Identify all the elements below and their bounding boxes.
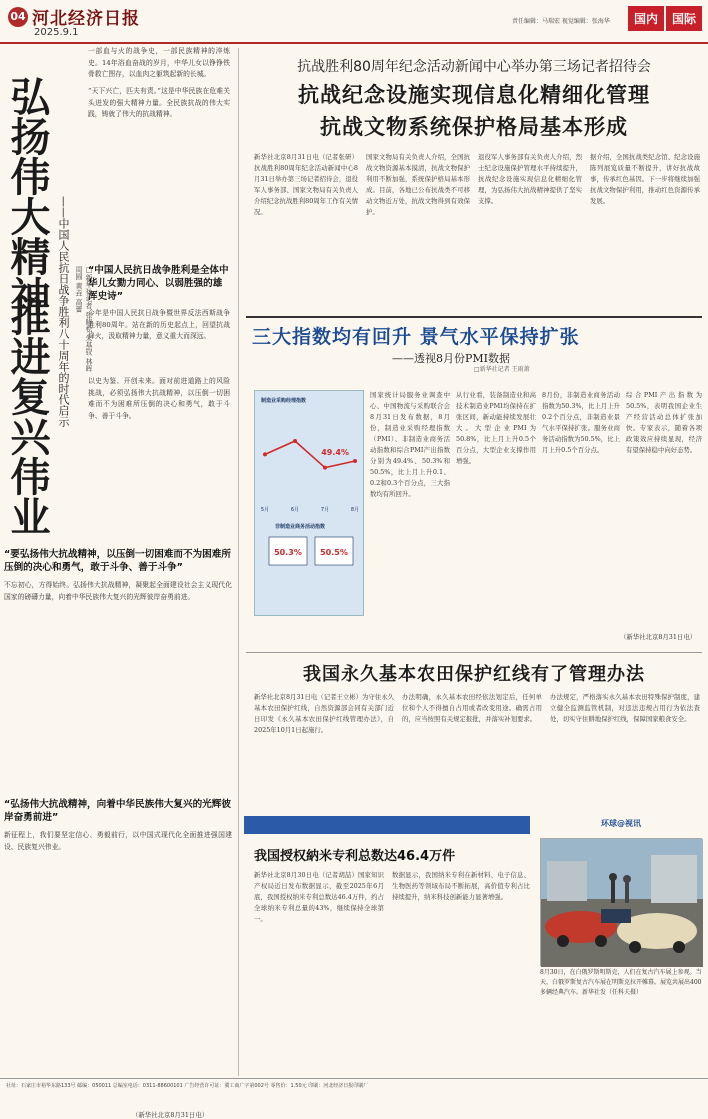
article4-col-1: 新华社北京8月30日电（记者胡喆）国家知识产权局近日发布数据显示，截至2025年6月底，我国授权纳米专利总数达46.4万件，约占全球纳米专利总量的43%，继续保持全球第一。: [254, 871, 384, 923]
article3-headline: 我国永久基本农田保护红线有了管理办法: [303, 664, 645, 685]
feature-title-top: 弘扬伟大精神: [4, 76, 51, 316]
feature-quote-3: “弘扬伟大抗战精神，向着中华民族伟大复兴的光辉彼岸奋勇前进”: [4, 799, 231, 823]
pmi-chart-svg: [255, 391, 365, 617]
article3-col-1: 新华社北京8月31日电（记者王立彬）为守住永久基本农田保护红线，自然资源部会同有关部门近日印发《永久基本农田保护红线管理办法》，自2025年10月1日起施行。: [254, 693, 395, 734]
car-show-illustration: [541, 839, 703, 967]
article2-headline: 三大指数均有回升 景气水平保持扩张: [252, 326, 580, 348]
article2-col-4: 综合PMI产出指数为50.5%，表明我国企业生产经营活动总体扩张加快。专家表示，随着各项政策效应持续显现，经济有望保持稳中向好态势。: [626, 391, 702, 454]
section-divider: [246, 652, 702, 653]
pmi-point: [263, 452, 267, 456]
car-show-photo: [540, 838, 702, 966]
feature-quote-1: “中国人民抗日战争胜利是全体中华儿女勠力同心、以弱胜强的雄浑史诗”: [88, 265, 229, 302]
feature-paragraph: 新征程上，我们要坚定信心、勇毅前行，以中国式现代化全面推进强国建设、民族复兴伟业。: [4, 831, 232, 851]
tab-international[interactable]: 国际: [666, 6, 702, 31]
pmi-badge-value: 50.5%: [320, 548, 348, 557]
editors-credit: 责任编辑：马瑞宏 视觉编辑：张海华: [512, 18, 610, 25]
pmi-annotation: 49.4%: [321, 448, 349, 457]
paper-name: 河北经济日报: [32, 9, 140, 29]
pmi-x-tick: 5月: [260, 507, 270, 513]
article1-col-4: 据介绍，全国抗战类纪念馆、纪念设施陈列展览质量不断提升，讲好抗战故事，传承红色基因。下一步将继续加强抗战文物保护利用，推动红色资源传承发展。: [590, 153, 700, 205]
page-number: 04: [8, 7, 28, 27]
page-footer: 社址：石家庄市裕华东路133号 邮编：050011 总编室电话：0311-88600101 广告经营许可证：冀工商广字第002号 零售价：1.50元 印刷：河北经济日报印刷厂: [0, 1078, 708, 1091]
article2-subheadline: ——透视8月份PMI数据: [392, 352, 511, 365]
issue-date: 2025.9.1: [34, 27, 79, 38]
article1-headline-line2: 抗战文物系统保护格局基本形成: [320, 114, 628, 139]
article1-col-3: 退役军人事务部有关负责人介绍，烈士纪念设施保护管理水平持续提升，抗战纪念设施实现信息化精细化管理，为弘扬伟大抗战精神提供了坚实支撑。: [478, 153, 582, 205]
article2-col-2: 从行业看，装备制造业和高技术制造业PMI均保持在扩张区间，新动能持续发展壮大。大型企业PMI为50.8%，比上月上升0.5个百分点，大型企业支撑作用增强。: [456, 391, 536, 465]
article2-col-1: 国家统计局服务业调查中心、中国物流与采购联合会8月31日发布数据，8月份，制造业采购经理指数（PMI）、非制造业商务活动指数和综合PMI产出指数分别为49.4%、50.3%和50.5%，比上月上升0.1、0.2和0.3个百分点，三大指数均有所回升。: [370, 391, 450, 498]
feature-title-bottom: 推进复兴伟业: [4, 296, 51, 536]
article4-col-2: 数据显示，我国纳米专利在新材料、电子信息、生物医药等领域布局不断拓展，高价值专利占比持续提升，纳米科技创新能力显著增强。: [392, 871, 530, 901]
article1-col-2: 国家文物局有关负责人介绍，全国抗战文物资源基本摸清，抗战文物保护利用不断加强，系统保护格局基本形成。目前，各地已公布抗战类不可移动文物近万处，抗战文物得到有效保护。: [366, 153, 470, 216]
feature-paragraph: 以史为鉴、开创未来。面对前进道路上的风险挑战，必须弘扬伟大抗战精神，以压倒一切困难而不为困难所压倒的决心和勇气，敢于斗争、善于斗争。: [88, 377, 230, 420]
pmi-point: [293, 439, 297, 443]
pmi-chart: [254, 390, 364, 616]
feature-endnote: （新华社北京8月31日电）: [132, 1111, 209, 1119]
article1-col-1: 新华社北京8月31日电（记者张研）抗战胜利80周年纪念活动新闻中心8月31日举办第三场记者招待会，退役军人事务部、国家文物局有关负责人介绍纪念抗战胜利80周年工作有关情况。: [254, 153, 358, 216]
article3-col-3: 办法规定，严格落实永久基本农田特殊保护制度，建立健全监测监管机制，对违法违规占用行为依法查处，切实守住耕地保护红线，保障国家粮食安全。: [550, 693, 700, 723]
pmi-point: [353, 459, 357, 463]
feature-paragraph: 今年是中国人民抗日战争暨世界反法西斯战争胜利80周年。站在新的历史起点上，回望抗战烽火，汲取精神力量，意义重大而深远。: [88, 309, 230, 341]
feature-paragraph: 一部血与火的战争史，一部民族精神的淬炼史。14年浴血奋战的岁月，中华儿女以铮铮铁骨救亡图存，以血肉之躯筑起新的长城。: [88, 47, 230, 79]
article4-headline: 我国授权納米专利总数达46.4万件: [254, 849, 456, 864]
article1-headline-line1: 抗战纪念设施实现信息化精细化管理: [298, 82, 650, 107]
photo-section-tag: 环球@视讯: [601, 819, 641, 828]
article1-kicker: 抗战胜利80周年纪念活动新闻中心举办第三场记者招待会: [297, 59, 651, 75]
pmi-x-tick: 7月: [320, 507, 330, 513]
feature-subtitle: ——中国人民抗日战争胜利八十周年的时代启示: [57, 196, 70, 427]
feature-paragraph: “天下兴亡，匹夫有责。”这是中华民族在危难关头迸发的强大精神力量。全民族抗战的伟大实践，铸就了伟大的抗战精神。: [88, 87, 230, 119]
article2-byline: □新华社记者 王雨萧: [474, 366, 530, 373]
chart-title: 制造业采购经理指数: [261, 398, 307, 404]
feature-paragraph: 不忘初心，方得始终。弘扬伟大抗战精神，凝聚起全面建设社会主义现代化国家的磅礴力量，向着中华民族伟大复兴的光辉彼岸奋勇前进。: [4, 581, 232, 601]
article3-col-2: 办法明确，永久基本农田经依法划定后，任何单位和个人不得擅自占用或者改变用途。确需占用的，应当按照有关规定报批，并落实补划要求。: [402, 693, 542, 723]
section-tabs: [628, 6, 702, 31]
chart-bottom-caption: 非制造业商务活动指数: [275, 524, 326, 530]
feature-byline: □新华社记者 张晓松 朱基钗 林晖 周圆 黄垚 高蕾: [75, 266, 93, 372]
pmi-point: [323, 466, 327, 470]
tab-domestic[interactable]: 国内: [628, 6, 664, 31]
feature-quote-2: “要弘扬伟大抗战精神，以压倒一切困难而不为困难所压倒的决心和勇气，敢于斗争、善于斗争”: [4, 549, 231, 573]
column-divider: [238, 48, 239, 1076]
pmi-x-tick: 8月: [350, 507, 360, 513]
photo-caption: 8月30日，在白俄罗斯明斯克，人们在复古汽车展上参观。当天，白俄罗斯复古汽车展在明斯克拉开帷幕。展览共展出400多辆经典汽车。新华社发（任科夫摄）: [540, 969, 702, 996]
pmi-badge-value: 50.3%: [274, 548, 302, 557]
article2-col-3: 8月份，非制造业商务活动指数为50.3%，比上月上升0.2个百分点，非制造业景气水平保持扩张。服务业商务活动指数为50.5%，比上月上升0.5个百分点。: [542, 391, 620, 454]
article4-banner: [244, 816, 530, 834]
pmi-x-tick: 6月: [290, 507, 300, 513]
masthead: [0, 0, 708, 44]
article2-endnote: （新华社北京8月31日电）: [620, 633, 697, 641]
